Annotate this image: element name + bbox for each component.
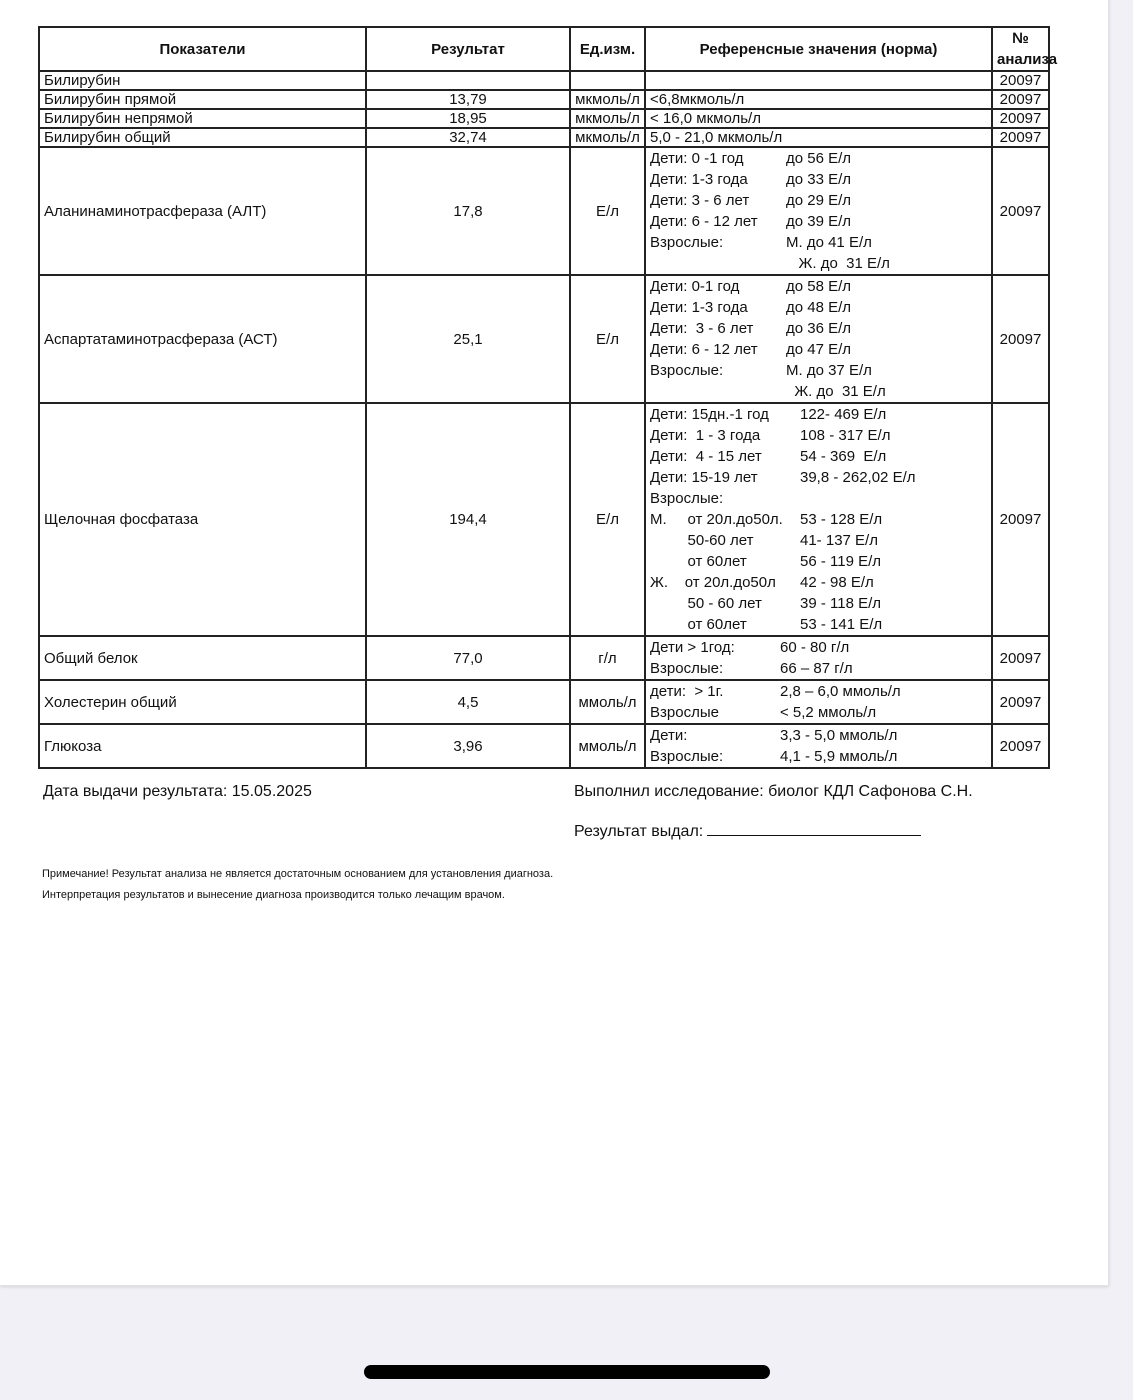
reference-group: <6,8мкмоль/л [650, 91, 745, 108]
reference-line [650, 276, 987, 297]
reference-range [645, 147, 992, 275]
reference-group: Дети: 0-1 год [650, 278, 740, 295]
indicator-name: Глюкоза [39, 724, 366, 768]
indicator-name: Билирубин общий [39, 128, 366, 147]
unit-value: Е/л [570, 275, 645, 403]
reference-range [645, 403, 992, 636]
unit-value [570, 71, 645, 90]
reference-range [645, 680, 992, 724]
note-line-2: Интерпретация результатов и вынесение диагноза производится только лечащим врачом. [42, 889, 505, 901]
result-value: 194,4 [366, 403, 570, 636]
reference-group: Дети: 1 - 3 года [650, 427, 761, 444]
result-value [366, 71, 570, 90]
reference-range [645, 636, 992, 680]
reference-line [650, 425, 987, 446]
reference-line [650, 232, 987, 253]
indicator-name: Аланинаминотрасфераза (АЛТ) [39, 147, 366, 275]
reference-group: Дети: 0 -1 год [650, 150, 744, 167]
header-result: Результат [366, 27, 570, 71]
analysis-number: 20097 [992, 636, 1049, 680]
analysis-number: 20097 [992, 147, 1049, 275]
indicator-name: Билирубин [39, 71, 366, 90]
reference-group: Взрослые: [650, 748, 724, 765]
reference-value: 4,1 - 5,9 ммоль/л [780, 748, 898, 765]
reference-group: Дети: 6 - 12 лет [650, 213, 758, 230]
header-unit: Ед.изм. [570, 27, 645, 71]
reference-group: Дети: 1-3 года [650, 299, 748, 316]
reference-group: 5,0 - 21,0 мкмоль/л [650, 129, 783, 146]
reference-group: Дети: 4 - 15 лет [650, 448, 762, 465]
reference-line [650, 190, 987, 211]
analysis-number: 20097 [992, 71, 1049, 90]
reference-value: 54 - 369 Е/л [800, 448, 887, 465]
result-value: 13,79 [366, 90, 570, 109]
unit-value: мкмоль/л [570, 109, 645, 128]
reference-line [650, 339, 987, 360]
reference-line [650, 446, 987, 467]
table-row [39, 109, 1049, 128]
unit-value: мкмоль/л [570, 128, 645, 147]
reference-value: 108 - 317 Е/л [800, 427, 891, 444]
analysis-number: 20097 [992, 128, 1049, 147]
reference-value: до 48 Е/л [786, 299, 852, 316]
analysis-number: 20097 [992, 680, 1049, 724]
reference-line [650, 91, 987, 108]
reference-value: до 36 Е/л [786, 320, 852, 337]
note-line-1: Примечание! Результат анализа не является достаточным основанием для установления диагноза. [42, 868, 554, 880]
analysis-number: 20097 [992, 275, 1049, 403]
reference-value: Ж. до 31 Е/л [786, 383, 886, 400]
reference-value: < 5,2 ммоль/л [780, 704, 877, 721]
analysis-number: 20097 [992, 403, 1049, 636]
header-indicator: Показатели [39, 27, 366, 71]
reference-group: Дети: 15-19 лет [650, 469, 758, 486]
reference-group: Дети: 3 - 6 лет [650, 192, 750, 209]
reference-line [650, 211, 987, 232]
analysis-number: 20097 [992, 109, 1049, 128]
indicator-name: Билирубин прямой [39, 90, 366, 109]
reference-group: Дети: 6 - 12 лет [650, 341, 758, 358]
table-row [39, 724, 1049, 768]
result-value: 4,5 [366, 680, 570, 724]
indicator-name: Щелочная фосфатаза [39, 403, 366, 636]
reference-line [650, 110, 987, 127]
reference-value: 41- 137 Е/л [800, 532, 878, 549]
reference-line [650, 725, 987, 746]
home-indicator[interactable] [364, 1365, 770, 1379]
unit-value: мкмоль/л [570, 90, 645, 109]
reference-value: 66 – 87 г/л [780, 660, 853, 677]
reference-group: Взрослые [650, 704, 719, 721]
table-row [39, 147, 1049, 275]
reference-line [650, 148, 987, 169]
reference-line [650, 467, 987, 488]
issued-by-label: Результат выдал: [574, 823, 704, 840]
reference-value: 53 - 128 Е/л [800, 511, 883, 528]
reference-group: 50 - 60 лет [650, 595, 762, 612]
unit-value: Е/л [570, 403, 645, 636]
reference-value: 3,3 - 5,0 ммоль/л [780, 727, 898, 744]
table-row [39, 680, 1049, 724]
reference-line [650, 572, 987, 593]
reference-value: 42 - 98 Е/л [800, 574, 874, 591]
table-row [39, 90, 1049, 109]
reference-group [650, 381, 786, 402]
indicator-name: Билирубин непрямой [39, 109, 366, 128]
result-value: 25,1 [366, 275, 570, 403]
reference-line [650, 129, 987, 146]
analysis-number: 20097 [992, 724, 1049, 768]
indicator-name: Общий белок [39, 636, 366, 680]
signature-line [707, 821, 921, 836]
reference-group [650, 253, 786, 274]
reference-value: 39 - 118 Е/л [800, 595, 882, 612]
unit-value: ммоль/л [570, 680, 645, 724]
reference-range [645, 71, 992, 90]
reference-line [650, 658, 987, 679]
reference-value: 39,8 - 262,02 Е/л [800, 469, 916, 486]
reference-line [650, 593, 987, 614]
reference-line [650, 488, 987, 509]
reference-line [650, 681, 987, 702]
unit-value: г/л [570, 636, 645, 680]
reference-value: до 47 Е/л [786, 341, 852, 358]
reference-value: 60 - 80 г/л [780, 639, 850, 656]
indicator-name: Аспартатаминотрасфераза (АСТ) [39, 275, 366, 403]
reference-line [650, 702, 987, 723]
reference-value: М. до 41 Е/л [786, 234, 872, 251]
analysis-number: 20097 [992, 90, 1049, 109]
unit-value: Е/л [570, 147, 645, 275]
reference-group: Дети: 3 - 6 лет [650, 320, 754, 337]
reference-line [650, 169, 987, 190]
reference-group: дети: > 1г. [650, 683, 724, 700]
reference-group: М. от 20л.до50л. [650, 511, 783, 528]
reference-value: до 29 Е/л [786, 192, 852, 209]
reference-line [650, 404, 987, 425]
reference-group: 50-60 лет [650, 532, 754, 549]
issue-date: Дата выдачи результата: 15.05.2025 [43, 783, 312, 800]
table-row [39, 71, 1049, 90]
reference-line [650, 253, 987, 274]
reference-group: Ж. от 20л.до50л [650, 574, 776, 591]
performed-by: Выполнил исследование: биолог КДЛ Сафонова С.Н. [574, 783, 973, 800]
reference-line [650, 360, 987, 381]
reference-value: М. до 37 Е/л [786, 362, 872, 379]
reference-value: 56 - 119 Е/л [800, 553, 882, 570]
reference-line [650, 637, 987, 658]
reference-line [650, 551, 987, 572]
reference-group: Дети: 15дн.-1 год [650, 406, 769, 423]
reference-range [645, 275, 992, 403]
reference-group: Взрослые: [650, 362, 724, 379]
reference-line [650, 297, 987, 318]
reference-group: Дети: 1-3 года [650, 171, 748, 188]
result-value: 17,8 [366, 147, 570, 275]
result-value: 3,96 [366, 724, 570, 768]
reference-line [650, 746, 987, 767]
result-value: 18,95 [366, 109, 570, 128]
reference-range [645, 90, 992, 109]
result-value: 32,74 [366, 128, 570, 147]
reference-line [650, 318, 987, 339]
unit-value: ммоль/л [570, 724, 645, 768]
reference-line [650, 530, 987, 551]
reference-value: Ж. до 31 Е/л [786, 255, 890, 272]
reference-group: Взрослые: [650, 234, 724, 251]
reference-value: до 56 Е/л [786, 150, 852, 167]
table-row [39, 275, 1049, 403]
reference-line [650, 509, 987, 530]
reference-group: Дети > 1год: [650, 639, 735, 656]
result-value: 77,0 [366, 636, 570, 680]
header-analysis-no: № анализа [992, 27, 1049, 71]
reference-line [650, 381, 987, 402]
reference-value: до 39 Е/л [786, 213, 852, 230]
reference-group: от 60лет [650, 553, 747, 570]
table-header-row [39, 27, 1049, 71]
reference-group: < 16,0 мкмоль/л [650, 110, 761, 127]
reference-group: от 60лет [650, 616, 747, 633]
header-reference: Референсные значения (норма) [645, 27, 992, 71]
reference-value: 122- 469 Е/л [800, 406, 887, 423]
issued-by [574, 821, 921, 841]
reference-value: 2,8 – 6,0 ммоль/л [780, 683, 901, 700]
results-table [38, 26, 1058, 769]
reference-range [645, 109, 992, 128]
table-row [39, 636, 1049, 680]
table-row [39, 403, 1049, 636]
reference-range [645, 128, 992, 147]
reference-group: Взрослые: [650, 660, 724, 677]
reference-value: до 33 Е/л [786, 171, 852, 188]
reference-group: Взрослые: [650, 490, 724, 507]
reference-range [645, 724, 992, 768]
indicator-name: Холестерин общий [39, 680, 366, 724]
reference-group: Дети: [650, 727, 688, 744]
table-row [39, 128, 1049, 147]
reference-line [650, 614, 987, 635]
reference-value: до 58 Е/л [786, 278, 852, 295]
reference-value: 53 - 141 Е/л [800, 616, 883, 633]
